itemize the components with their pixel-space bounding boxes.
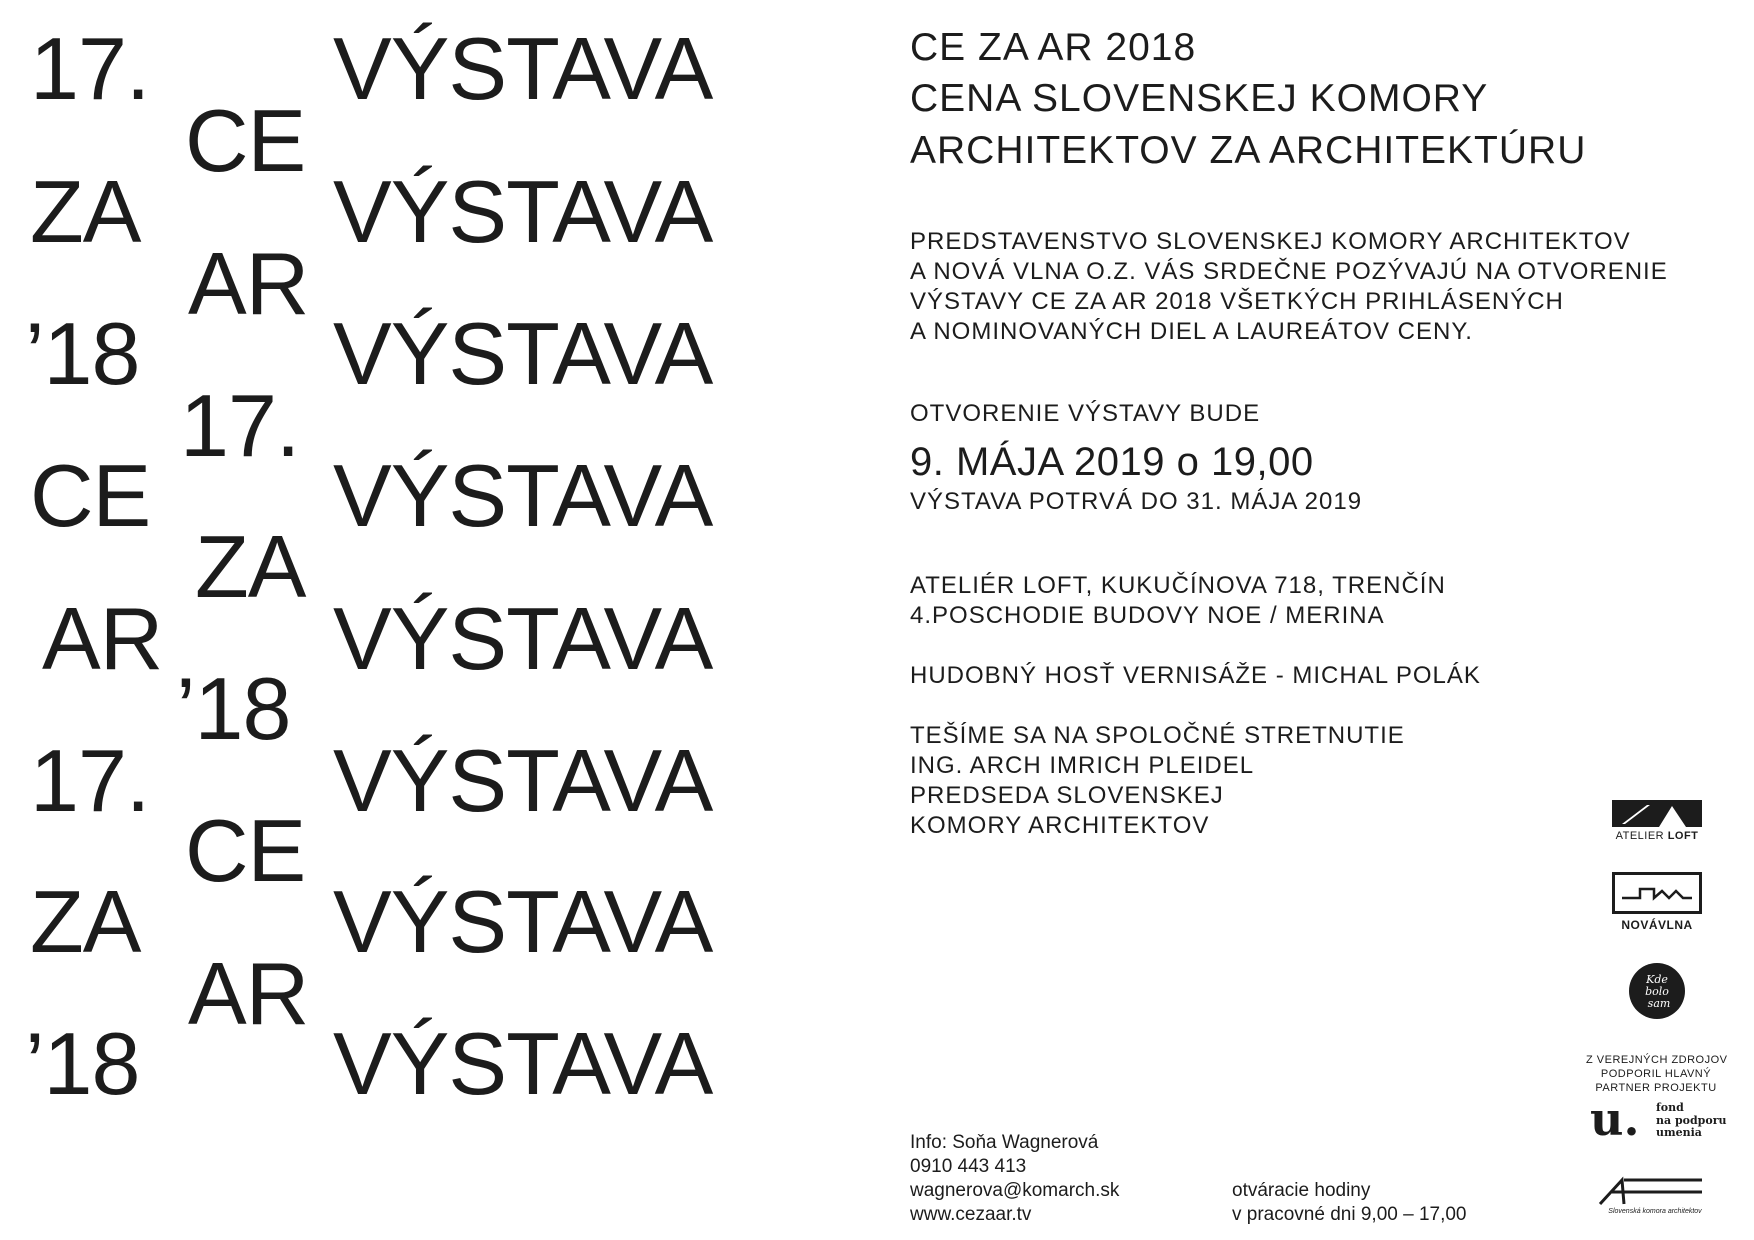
fond-line-1: fond [1656, 1101, 1684, 1114]
title-line-1: CE ZA AR 2018 [910, 26, 1197, 69]
right-word-7: VÝSTAVA [333, 872, 713, 971]
support-line-1: Z VEREJNÝCH ZDROJOV [1586, 1054, 1728, 1066]
middle-word-5: ’18 [176, 659, 291, 758]
atelier-loft-mark-icon [1612, 800, 1702, 828]
contact-info: Info: Soňa Wagnerová [910, 1132, 1099, 1153]
title-line-3: ARCHITEKTOV ZA ARCHITEKTÚRU [910, 129, 1587, 172]
support-line-3: PARTNER PROJEKTU [1595, 1081, 1717, 1094]
bolo-word: bolo [1645, 985, 1669, 998]
fond-text [1656, 1102, 1727, 1140]
invitation-line-4: A NOMINOVANÝCH DIEL A LAUREÁTOV CENY. [910, 318, 1473, 345]
hours-value: v pracovné dni 9,00 – 17,00 [1232, 1204, 1467, 1225]
middle-word-2: AR [188, 234, 309, 333]
nova-vlna-mark-icon [1612, 872, 1702, 914]
invitation-line-2: A NOVÁ VLNA O.Z. VÁS SRDEČNE POZÝVAJÚ NA OTVORENIE [910, 258, 1668, 285]
kde-bolo-sam-badge-icon [1628, 962, 1686, 1020]
left-word-7: ZA [30, 872, 141, 971]
ska-logo [1598, 1176, 1712, 1220]
invitation-line-1: PREDSTAVENSTVO SLOVENSKEJ KOMORY ARCHITEKTOV [910, 228, 1631, 255]
kde-word: Kde [1646, 973, 1668, 986]
music-guest: HUDOBNÝ HOSŤ VERNISÁŽE - MICHAL POLÁK [910, 662, 1481, 689]
left-word-3: ’18 [25, 304, 140, 403]
right-word-6: VÝSTAVA [333, 731, 713, 830]
right-word-5: VÝSTAVA [333, 589, 713, 688]
nova-vlna-logo [1612, 872, 1702, 932]
middle-word-7: AR [188, 944, 309, 1043]
contact-email[interactable]: wagnerova@komarch.sk [910, 1180, 1120, 1201]
middle-word-6: CE [185, 801, 306, 900]
right-word-8: VÝSTAVA [333, 1014, 713, 1113]
invitation-line-3: VÝSTAVY CE ZA AR 2018 VŠETKÝCH PRIHLÁSENÝCH [910, 288, 1564, 315]
hours-label: otváracie hodiny [1232, 1180, 1371, 1201]
opening-duration: VÝSTAVA POTRVÁ DO 31. MÁJA 2019 [910, 488, 1363, 515]
kde-bolo-sam-logo [1628, 962, 1686, 1020]
left-word-5: AR [42, 589, 163, 688]
fond-line-3: umenia [1656, 1126, 1702, 1140]
contact-phone: 0910 443 413 [910, 1156, 1027, 1177]
right-word-4: VÝSTAVA [333, 446, 713, 545]
venue-line-2: 4.POSCHODIE BUDOVY NOE / MERINA [910, 602, 1385, 629]
venue-line-1: ATELIÉR LOFT, KUKUČÍNOVA 718, TRENČÍN [910, 572, 1446, 599]
fond-line-2: na podporu [1656, 1113, 1727, 1127]
closing-line-2: ING. ARCH IMRICH PLEIDEL [910, 752, 1255, 779]
fond-mark: u. [1590, 1092, 1640, 1146]
support-text [1586, 1054, 1726, 1095]
left-word-1: 17. [30, 19, 150, 118]
atelier-loft-caption: ATELIER LOFT [1615, 830, 1699, 842]
sam-word: sam [1647, 997, 1671, 1010]
left-word-6: 17. [30, 731, 150, 830]
middle-word-4: ZA [195, 517, 306, 616]
support-line-2: PODPORIL HLAVNÝ [1600, 1067, 1712, 1080]
nova-vlna-caption: NOVÁVLNA [1621, 918, 1693, 932]
left-word-2: ZA [30, 162, 141, 261]
title-line-2: CENA SLOVENSKEJ KOMORY [910, 77, 1489, 120]
right-word-3: VÝSTAVA [333, 304, 713, 403]
right-word-1: VÝSTAVA [333, 19, 713, 118]
closing-line-3: PREDSEDA SLOVENSKEJ [910, 782, 1224, 809]
closing-line-1: TEŠÍME SA NA SPOLOČNÉ STRETNUTIE [910, 722, 1405, 749]
contact-web[interactable]: www.cezaar.tv [910, 1204, 1032, 1225]
ska-mark-icon [1598, 1176, 1712, 1206]
left-word-4: CE [30, 446, 151, 545]
fond-na-podporu-umenia-logo [1590, 1092, 1730, 1152]
middle-word-3: 17. [180, 376, 300, 475]
middle-word-1: CE [185, 91, 306, 190]
opening-date: 9. MÁJA 2019 o 19,00 [910, 440, 1314, 484]
atelier-loft-logo [1612, 800, 1702, 842]
right-word-2: VÝSTAVA [333, 162, 713, 261]
opening-label: OTVORENIE VÝSTAVY BUDE [910, 400, 1261, 427]
left-word-8: ’18 [25, 1014, 140, 1113]
closing-line-4: KOMORY ARCHITEKTOV [910, 812, 1210, 839]
ska-caption: Slovenská komora architektov [1608, 1208, 1702, 1215]
